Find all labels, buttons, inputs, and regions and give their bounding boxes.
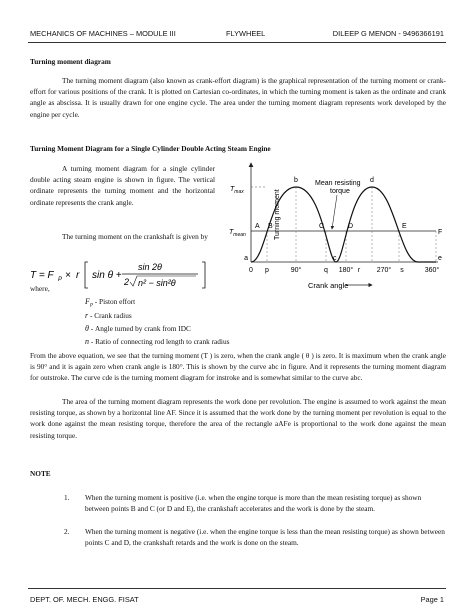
where-label: where, bbox=[30, 284, 50, 293]
heading-turning-moment: Turning moment diagram bbox=[30, 57, 111, 66]
svg-text:sin 2θ: sin 2θ bbox=[138, 262, 162, 272]
svg-text:n² − sin²θ: n² − sin²θ bbox=[138, 278, 176, 288]
tick-180: 180° bbox=[338, 267, 354, 274]
definition-piston-effort: $F_P$ - Piston effort bbox=[85, 297, 136, 309]
svg-text:P: P bbox=[58, 277, 63, 283]
point-B: B bbox=[268, 223, 273, 230]
note-1-text: When the turning moment is positive (i.e. when the engine torque is more than the mean resisting torque) as shown between points B and C (or D and E), the crankshaft accelerates and the work is done by the steam. bbox=[85, 493, 422, 514]
point-c: c bbox=[333, 255, 337, 262]
tick-p: p bbox=[265, 267, 269, 274]
figure-description: A turning moment diagram for a single cylinder double acting steam engine is shown in figure. The vertical ordinate represents the turning moment and the horizontal ordinate represents the crank angle. bbox=[30, 164, 215, 207]
footer-left: DEPT. OF. MECH. ENGG. FISAT bbox=[30, 595, 139, 604]
y-axis-label: Turning moment bbox=[274, 189, 281, 240]
definition-crank-angle: θ - Angle turned by crank from IDC bbox=[85, 324, 191, 333]
svg-text:sin θ +: sin θ + bbox=[92, 270, 122, 281]
note-1-number: 1. bbox=[64, 493, 70, 502]
footer-rule bbox=[28, 588, 446, 589]
turning-moment-figure bbox=[222, 161, 448, 299]
header-left: MECHANICS OF MACHINES – MODULE III bbox=[30, 29, 176, 38]
intro-paragraph: The turning moment diagram (also known as crank-effort diagram) is the graphical representation of the turning moment or crank-effort for various positions of the crank. It is plotted on Cartesian co-ordinates, in which the turning moment is taken as the ordinate and crank angle as abscissa. It is usually drawn for one engine cycle. The area under the turning moment diagram represents work developed by the engine per cycle. bbox=[30, 76, 446, 119]
note-heading: NOTE bbox=[30, 469, 51, 478]
equation-intro: The turning moment on the crankshaft is given by bbox=[62, 232, 208, 241]
point-E: E bbox=[402, 223, 407, 230]
point-F: F bbox=[438, 229, 443, 236]
point-b: b bbox=[294, 177, 298, 184]
tick-360: 360° bbox=[424, 267, 440, 274]
analysis-paragraph: From the above equation, we see that the turning moment (T ) is zero, when the crank angle ( θ ) is zero. It is maximum when the crank angle is 90° and it is again zero when crank angle is 180°. This is shown by the curve abc in figure. And it represents the turning moment diagram for outstroke. The curve cde is the turning moment diagram for instroke and is somewhat similar to the curve abc. bbox=[30, 351, 446, 383]
svg-text:T = F: T = F bbox=[30, 270, 54, 281]
svg-text:×: × bbox=[65, 270, 71, 281]
definition-ratio: n - Ratio of connecting rod length to crank radius bbox=[85, 337, 230, 346]
t-mean-label: $T_{mean}$ bbox=[229, 229, 246, 238]
mean-torque-label-1: Mean resisting bbox=[315, 180, 361, 187]
tick-90: 90° bbox=[290, 267, 302, 274]
heading-steam-engine: Turning Moment Diagram for a Single Cylinder Double Acting Steam Engine bbox=[30, 144, 271, 153]
note-2-number: 2. bbox=[64, 527, 70, 536]
header-center: FLYWHEEL bbox=[226, 29, 266, 38]
point-C: C bbox=[319, 223, 325, 230]
tick-s: s bbox=[400, 267, 404, 274]
tick-0: 0 bbox=[249, 267, 253, 274]
tick-r: r bbox=[357, 267, 361, 274]
point-D: D bbox=[348, 223, 354, 230]
work-done-paragraph: The area of the turning moment diagram represents the work done per revolution. The engine is assumed to work against the mean resisting torque, as shown by a horizontal line AF. Since it is assumed that the work done by the turning moment per revolution is equal to the work done against the mean resisting torque, therefore the area of the rectangle aAFe is proportional to the work done against the mean resisting torque. bbox=[30, 397, 446, 440]
footer-page-number: Page 1 bbox=[420, 595, 444, 604]
x-axis-label: Crank angle bbox=[308, 281, 349, 290]
tick-q: q bbox=[324, 267, 328, 274]
point-e: e bbox=[438, 255, 442, 262]
svg-text:2: 2 bbox=[124, 277, 130, 287]
header-rule bbox=[28, 42, 446, 43]
header-right: DILEEP G MENON - 9496366191 bbox=[332, 29, 444, 38]
mean-torque-label-2: torque bbox=[330, 188, 350, 195]
point-d: d bbox=[370, 177, 374, 184]
svg-text:r: r bbox=[76, 270, 80, 281]
point-a: a bbox=[244, 255, 248, 262]
tick-270: 270° bbox=[376, 267, 392, 274]
definition-crank-radius: r - Crank radius bbox=[85, 311, 132, 320]
t-max-label: $T_{max}$ bbox=[230, 186, 244, 195]
note-2-text: When the turning moment is negative (i.e. when the engine torque is less than the mean resisting torque) as shown between points C and D, the crankshaft retards and the work is done on the steam. bbox=[85, 527, 445, 548]
point-A: A bbox=[255, 223, 260, 230]
